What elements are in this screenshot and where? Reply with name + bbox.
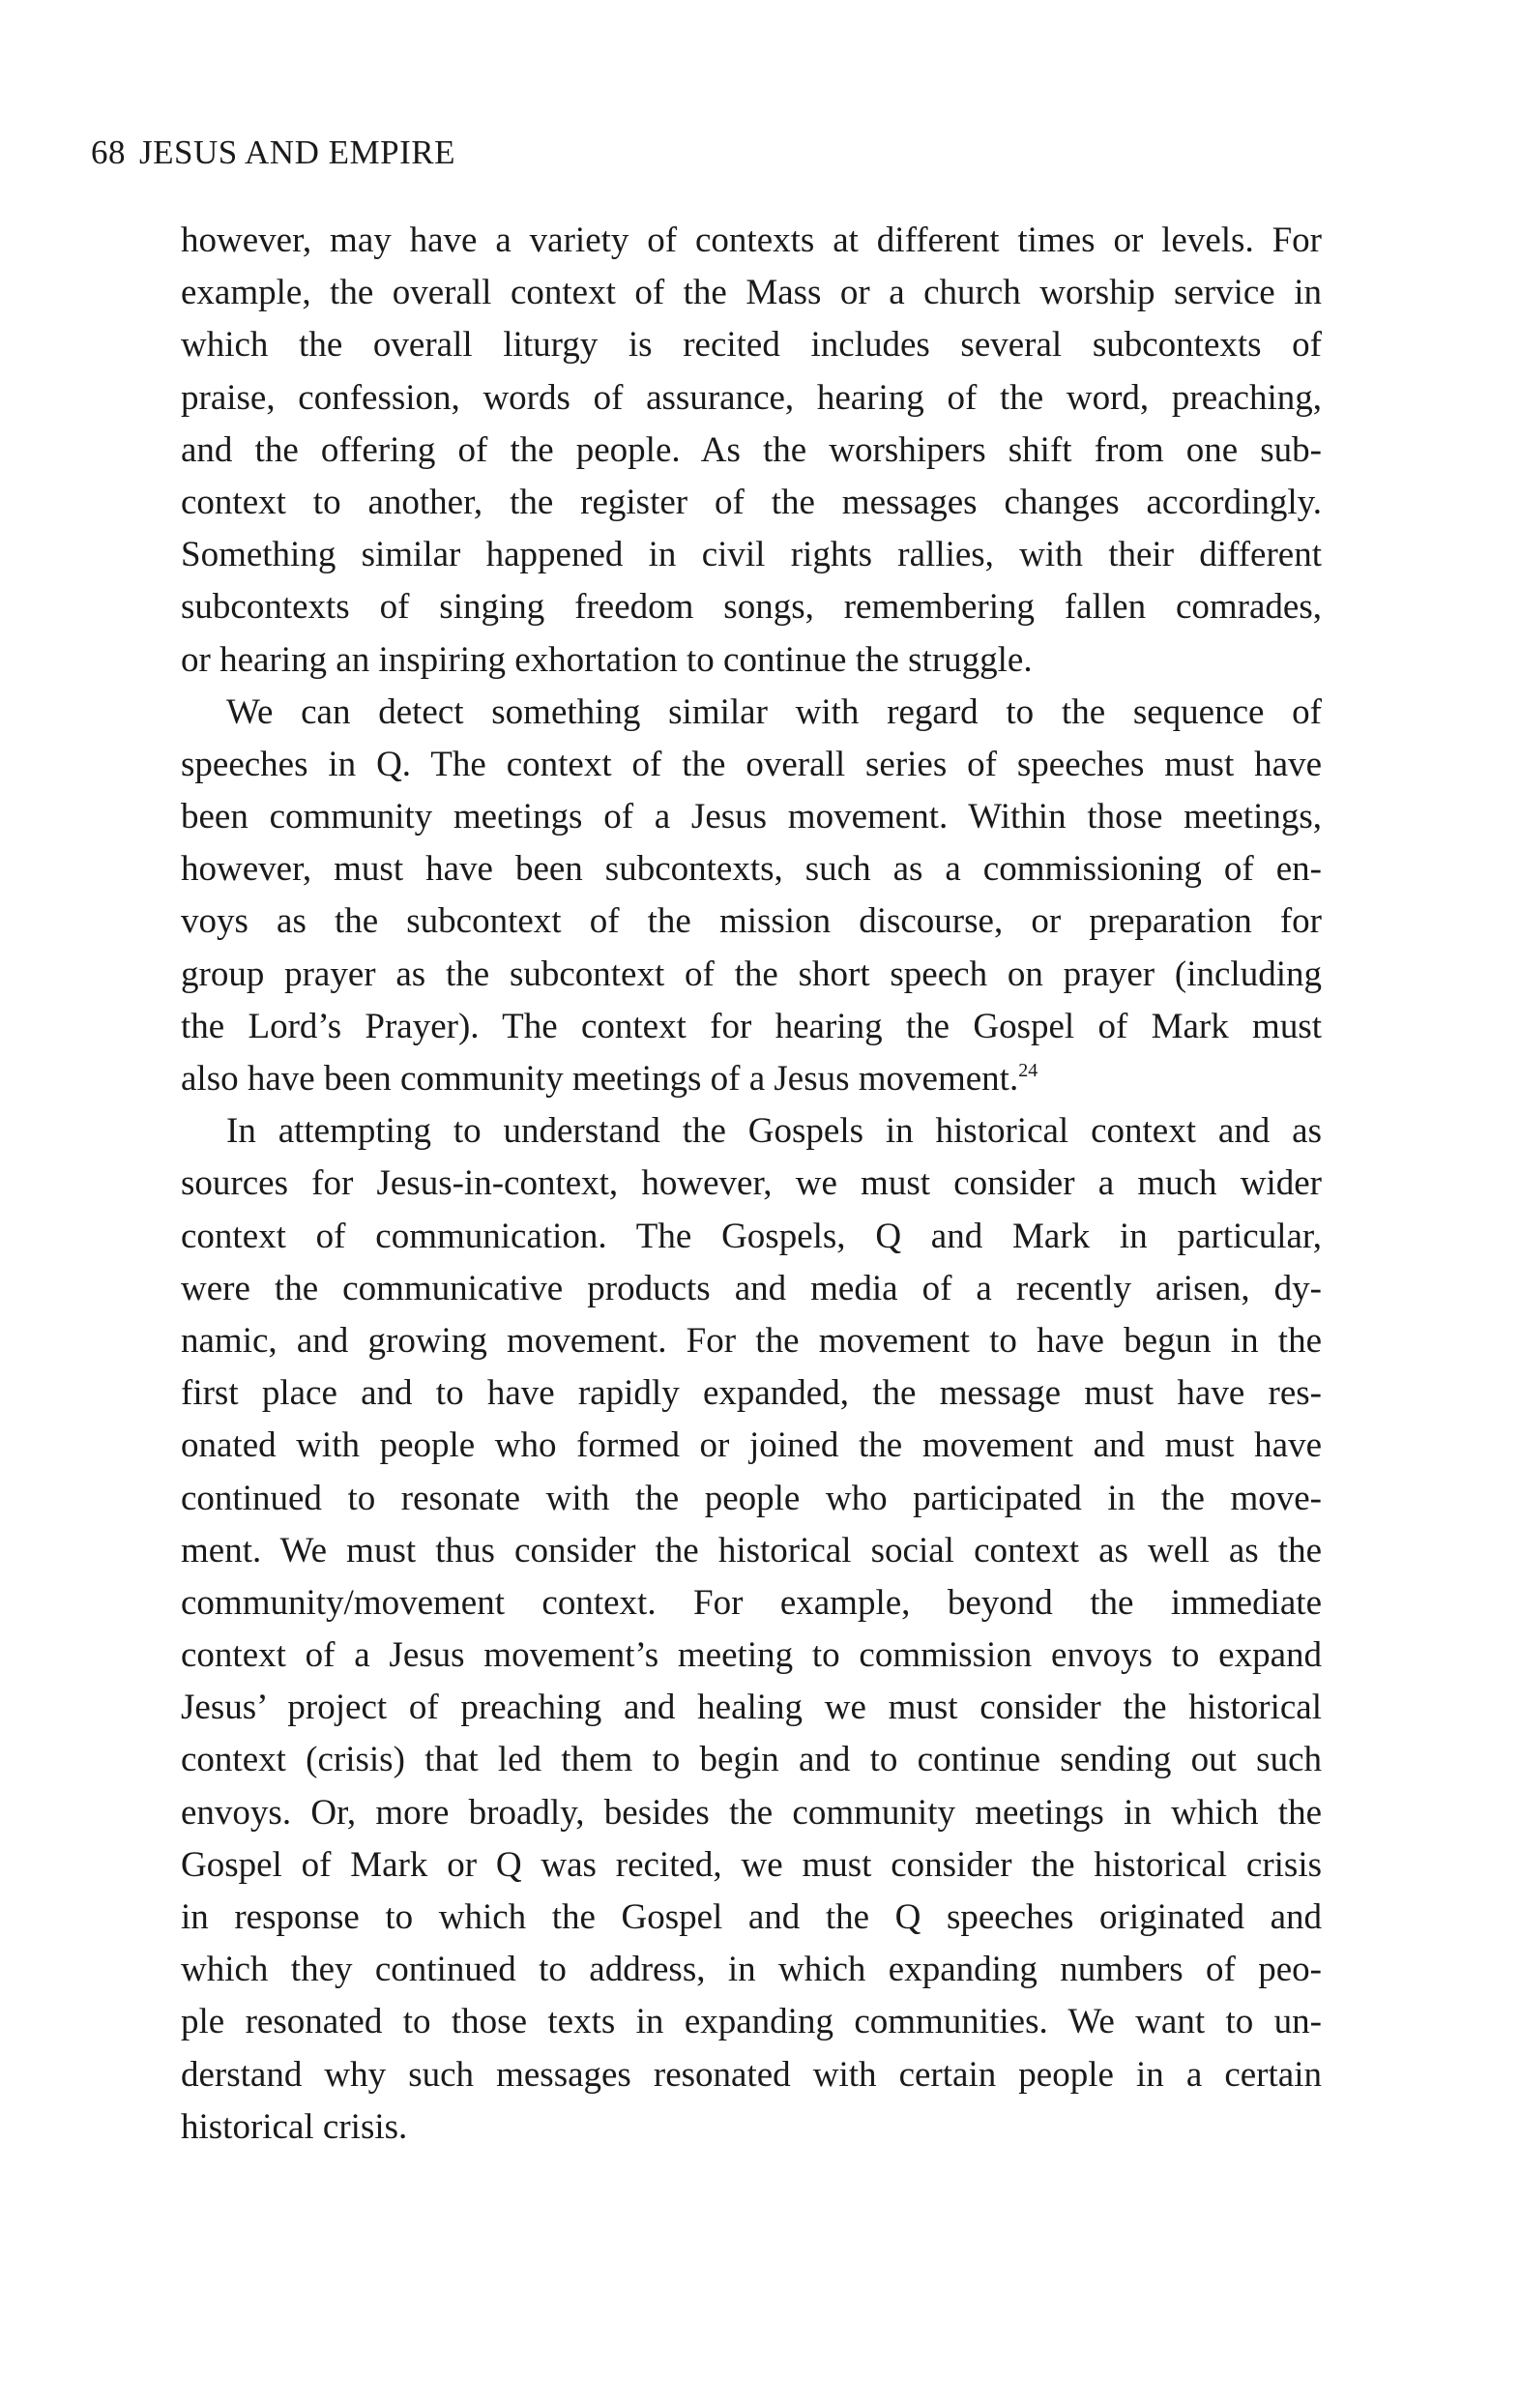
text-line: example, the overall context of the Mass or a church worship service in bbox=[181, 273, 1322, 313]
running-head bbox=[91, 132, 455, 174]
text-line: namic, and growing movement. For the movement to have begun in the bbox=[181, 1320, 1322, 1361]
text-line: sources for Jesus-in-context, however, we must consider a much wider bbox=[181, 1163, 1322, 1204]
text-line: however, may have a variety of contexts at different times or levels. For bbox=[181, 220, 1322, 260]
text-line: context (crisis) that led them to begin and to continue sending out such bbox=[181, 1740, 1322, 1780]
text-line: In attempting to understand the Gospels in historical context and as bbox=[226, 1111, 1322, 1152]
paragraph-1 bbox=[181, 215, 1322, 687]
text-line: onated with people who formed or joined the movement and must have bbox=[181, 1425, 1322, 1466]
text-line: envoys. Or, more broadly, besides the community meetings in which the bbox=[181, 1792, 1322, 1833]
text-line: context of a Jesus movement’s meeting to commission envoys to expand bbox=[181, 1635, 1322, 1676]
text-line: the Lord’s Prayer). The context for hearing the Gospel of Mark must bbox=[181, 1006, 1322, 1046]
text-line: subcontexts of singing freedom songs, remembering fallen comrades, bbox=[181, 587, 1322, 628]
text-line: context to another, the register of the messages changes accordingly. bbox=[181, 482, 1322, 522]
text-line: community/movement context. For example, beyond the immediate bbox=[181, 1582, 1322, 1623]
text-line: which the overall liturgy is recited includes several subcontexts of bbox=[181, 325, 1322, 366]
text-line: ple resonated to those texts in expanding communities. We want to un- bbox=[181, 2002, 1322, 2042]
text-line: We can detect something similar with regard to the sequence of bbox=[226, 691, 1322, 732]
text-line: Something similar happened in civil rights rallies, with their different bbox=[181, 535, 1322, 575]
text-line: derstand why such messages resonated with certain people in a certain bbox=[181, 2054, 1322, 2095]
text-line: voys as the subcontext of the mission discourse, or preparation for bbox=[181, 901, 1322, 942]
footnote-reference[interactable]: 24 bbox=[1018, 1060, 1038, 1081]
text-line: were the communicative products and media of a recently arisen, dy- bbox=[181, 1268, 1322, 1308]
paragraph-2 bbox=[181, 687, 1322, 1106]
paragraph-3 bbox=[181, 1105, 1322, 2154]
text-line: group prayer as the subcontext of the short speech on prayer (including bbox=[181, 954, 1322, 994]
text-line: and the offering of the people. As the worshipers shift from one sub- bbox=[181, 429, 1322, 470]
page-number: 68 bbox=[91, 133, 126, 171]
text-line: Jesus’ project of preaching and healing we must consider the historical bbox=[181, 1688, 1322, 1728]
text-line: or hearing an inspiring exhortation to continue the struggle. bbox=[181, 639, 1033, 680]
body-text bbox=[181, 215, 1322, 2154]
text-line: ment. We must thus consider the historical social context as well as the bbox=[181, 1530, 1322, 1571]
text-line: also have been community meetings of a Jesus movement. bbox=[181, 1059, 1019, 1099]
text-line: praise, confession, words of assurance, hearing of the word, preaching, bbox=[181, 377, 1322, 418]
text-line: which they continued to address, in which expanding numbers of peo- bbox=[181, 1950, 1322, 1990]
text-line: historical crisis. bbox=[181, 2106, 408, 2147]
text-line: continued to resonate with the people who participated in the move- bbox=[181, 1478, 1322, 1518]
text-line: been community meetings of a Jesus movement. Within those meetings, bbox=[181, 797, 1322, 837]
text-line-with-footnote bbox=[181, 1053, 1322, 1105]
text-line: in response to which the Gospel and the Q speeches originated and bbox=[181, 1897, 1322, 1937]
text-line: first place and to have rapidly expanded, the message must have res- bbox=[181, 1373, 1322, 1414]
running-title: JESUS AND EMPIRE bbox=[139, 133, 455, 171]
text-line: speeches in Q. The context of the overall series of speeches must have bbox=[181, 744, 1322, 784]
text-line: Gospel of Mark or Q was recited, we must consider the historical crisis bbox=[181, 1844, 1322, 1885]
text-line: context of communication. The Gospels, Q and Mark in particular, bbox=[181, 1216, 1322, 1256]
text-line: however, must have been subcontexts, such as a commissioning of en- bbox=[181, 849, 1322, 890]
